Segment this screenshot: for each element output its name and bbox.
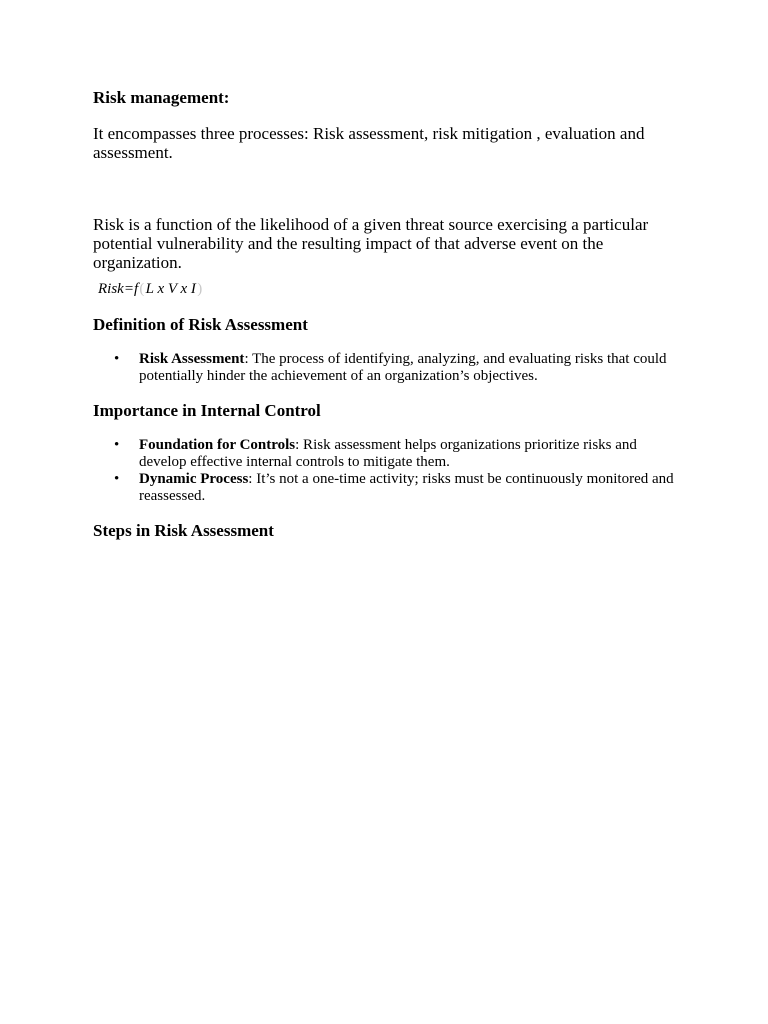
bullet-icon: •	[114, 471, 120, 487]
definition-list	[93, 351, 683, 385]
importance-heading: Importance in Internal Control	[93, 401, 321, 420]
formula-function: f	[133, 281, 139, 297]
risk-formula	[93, 280, 683, 298]
formula-close-paren: )	[197, 281, 203, 297]
list-item-text: : It’s not a one-time activity; risks must be continuously monitored and reassessed.	[139, 471, 674, 504]
definition-heading: Definition of Risk Assessment	[93, 315, 308, 334]
formula-lhs: Risk	[98, 281, 124, 297]
risk-function-paragraph: Risk is a function of the likelihood of a given threat source exercising a particular potential vulnerability and the resulting impact of that adverse event on the organization.	[93, 215, 649, 272]
bullet-icon: •	[114, 351, 120, 367]
risk-management-heading: Risk management:	[93, 88, 230, 107]
intro-paragraph: It encompasses three processes: Risk assessment, risk mitigation , evaluation and assessment.	[93, 124, 645, 162]
bullet-icon: •	[114, 437, 120, 453]
list-item-text: : Risk assessment helps organizations prioritize risks and develop effective internal controls to mitigate them.	[139, 437, 637, 470]
formula-open-paren: (	[139, 281, 145, 297]
steps-heading: Steps in Risk Assessment	[93, 521, 274, 540]
list-item-term: Dynamic Process	[139, 471, 249, 487]
list-item-text: : The process of identifying, analyzing, and evaluating risks that could potentially hinder the achievement of an organization’s objectives.	[139, 351, 667, 384]
list-item	[93, 437, 683, 471]
importance-list	[93, 437, 683, 505]
document-body	[93, 88, 683, 541]
list-item-term: Risk Assessment	[139, 351, 245, 367]
list-item	[93, 351, 683, 385]
formula-body: L x V x I	[145, 281, 196, 297]
list-item	[93, 471, 683, 505]
formula-equals: =	[123, 281, 134, 297]
list-item-term: Foundation for Controls	[139, 437, 296, 453]
